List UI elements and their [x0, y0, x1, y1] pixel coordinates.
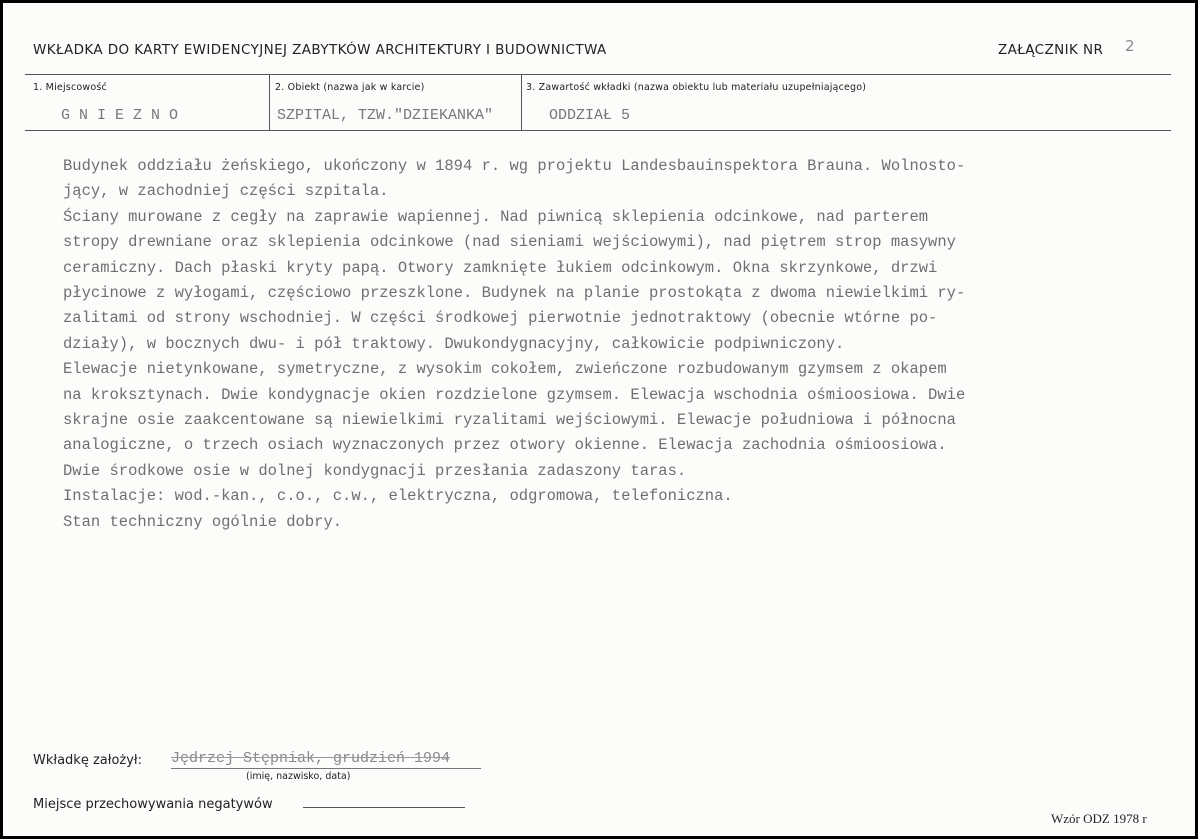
founder-label: Wkładkę założył: — [33, 753, 142, 768]
description-line: Instalacje: wod.-kan., c.o., c.w., elektryczna, odgromowa, telefoniczna. — [63, 487, 733, 506]
negatives-rule — [303, 807, 465, 808]
description-line: płycinowe z wyłogami, częściowo przeszklone. Budynek na planie prostokąta z dwoma niewielkimi ry- — [63, 284, 966, 303]
record-card — [3, 3, 1195, 836]
description-line: analogiczne, o trzech osiach wyznaczonych przez otwory okienne. Elewacja zachodnia ośmioosiowa. — [63, 436, 947, 455]
form-code: Wzór ODZ 1978 r — [1051, 811, 1147, 826]
fields-bottom-rule — [25, 130, 1171, 131]
locality-label: 1. Miejscowość — [33, 82, 107, 93]
object-value: SZPITAL, TZW."DZIEKANKA" — [277, 107, 494, 124]
description-line: ceramiczny. Dach płaski kryty papą. Otwory zamknięte łukiem odcinkowym. Okna skrzynkowe, drzwi — [63, 258, 938, 277]
field-divider-2 — [521, 75, 522, 131]
negatives-label: Miejsce przechowywania negatywów — [33, 797, 273, 812]
founder-sublabel: (imię, nazwisko, data) — [246, 771, 351, 782]
description-line: działy), w bocznych dwu- i pół traktowy. Dwukondygnacyjny, całkowicie podpiwniczony. — [63, 334, 845, 353]
object-label: 2. Obiekt (nazwa jak w karcie) — [275, 82, 425, 93]
description-line: Ściany murowane z cegły na zaprawie wapiennej. Nad piwnicą sklepienia odcinkowe, nad parterem — [63, 207, 929, 226]
content-label: 3. Zawartość wkładki (nazwa obiektu lub materiału uzupełniającego) — [526, 82, 867, 93]
content-value: ODDZIAŁ 5 — [549, 107, 631, 124]
description-text — [63, 154, 1073, 535]
description-line: skrajne osie zaakcentowane są niewielkimi ryzalitami wejściowymi. Elewacje południowa i północna — [63, 411, 956, 430]
field-divider-1 — [269, 75, 270, 131]
description-line: zalitami od strony wschodniej. W części środkowej pierwotnie jednotraktowy (obecnie wtórne po- — [63, 309, 938, 328]
attachment-number: 2 — [1125, 37, 1135, 55]
description-line: Stan techniczny ogólnie dobry. — [63, 512, 343, 531]
fields-top-rule — [25, 74, 1171, 75]
description-line: Budynek oddziału żeńskiego, ukończony w 1894 r. wg projektu Landesbauinspektora Brauna. Wolnosto- — [63, 157, 966, 175]
description-line: Dwie środkowe osie w dolnej kondygnacji przesłania zadaszony taras. — [63, 461, 687, 480]
founder-rule — [171, 768, 481, 769]
description-line: stropy drewniane oraz sklepienia odcinkowe (nad sieniami wejściowymi), nad piętrem strop masywny — [63, 233, 956, 252]
description-line: na kroksztynach. Dwie kondygnacje okien rozdzielone gzymsem. Elewacja wschodnia ośmioosiowa. Dwie — [63, 385, 966, 404]
founder-value: Jędrzej Stępniak, grudzień 1994 — [171, 750, 451, 767]
description-line: Elewacje nietynkowane, symetryczne, z wysokim cokołem, zwieńczone rozbudowanym gzymsem z okapem — [63, 360, 947, 379]
locality-value: G N I E Z N O — [61, 107, 179, 124]
header-title: WKŁADKA DO KARTY EWIDENCYJNEJ ZABYTKÓW ARCHITEKTURY I BUDOWNICTWA — [33, 42, 607, 58]
attachment-label: ZAŁĄCZNIK NR — [998, 42, 1104, 58]
description-line: jący, w zachodniej części szpitala. — [63, 182, 389, 201]
